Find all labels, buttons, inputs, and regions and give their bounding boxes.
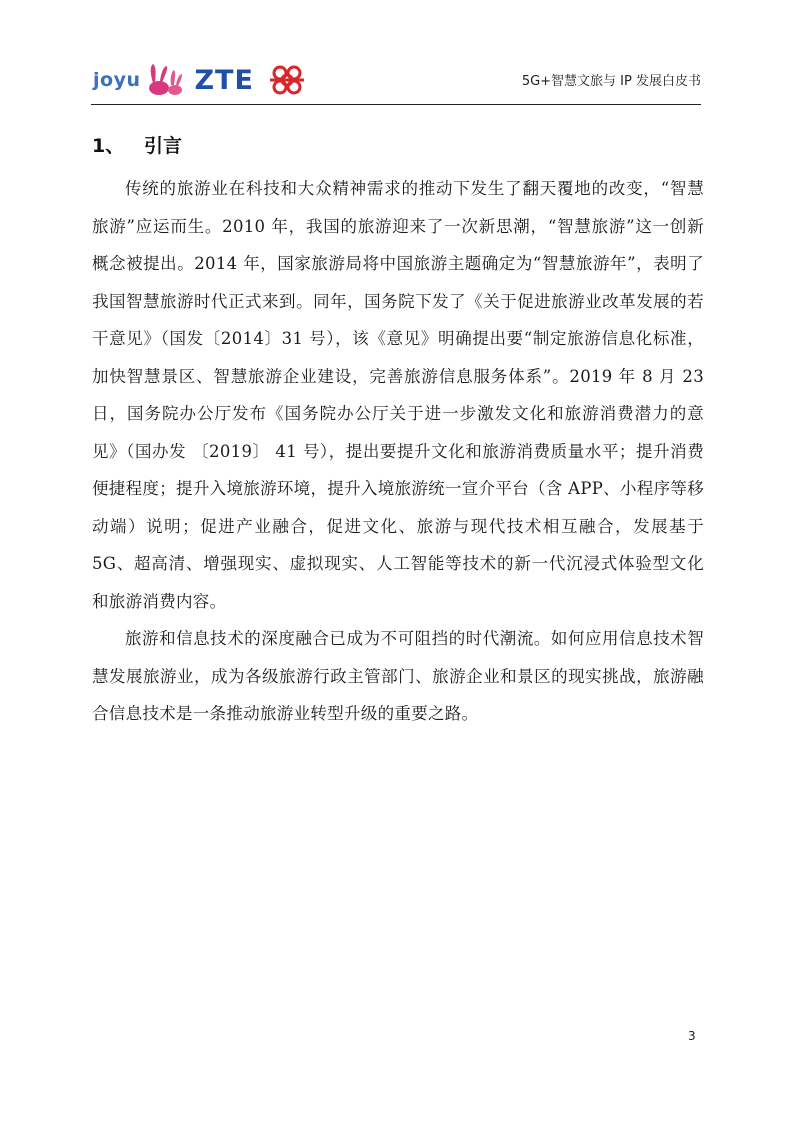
paragraph-2: 旅游和信息技术的深度融合已成为不可阻挡的时代潮流。如何应用信息技术智慧发展旅游业，成为各级旅游行政主管部门、旅游企业和景区的现实挑战，旅游融合信息技术是一条推动旅游业转型升级的重要之路。: [92, 629, 704, 723]
header-logos: [93, 62, 308, 98]
section-heading: [92, 131, 182, 158]
body-text: [92, 170, 704, 733]
zte-logo: ZTE: [194, 64, 254, 96]
section-title: 引言: [144, 135, 183, 157]
joyu-logo: joyu: [93, 69, 141, 91]
paragraph-1: 传统的旅游业在科技和大众精神需求的推动下发生了翻天覆地的改变，“智慧旅游”应运而生。2010 年，我国的旅游迎来了一次新思潮，“智慧旅游”这一创新概念被提出。2014 年，国家旅游局将中国旅游主题确定为“智慧旅游年”，表明了我国智慧旅游时代正式来到。同年，国务院下发了《关于促进旅游业改革发展的若干意见》（国发〔2014〕31 号），该《意见》明确提出要“制定旅游信息化标准，加快智慧景区、智慧旅游企业建设，完善旅游信息服务体系”。2019 年 8 月 23 日，国务院办公厅发布《国务院办公厅关于进一步激发文化和旅游消费潜力的意见》（国办发 〔2019〕 41 号），提出要提升文化和旅游消费质量水平；提升消费便捷程度；提升入境旅游环境，提升入境旅游统一宣介平台（含 APP、小程序等移动端）说明；促进产业融合，促进文化、旅游与现代技术相互融合，发展基于 5G、超高清、增强现实、虚拟现实、人工智能等技术的新一代沉浸式体验型文化和旅游消费内容。: [92, 179, 704, 611]
china-unicom-knot-icon: [266, 63, 308, 97]
page-header: [91, 58, 701, 105]
document-title: 5G+智慧文旅与 IP 发展白皮书: [521, 74, 701, 89]
page-number: 3: [688, 1029, 696, 1043]
section-number: 1、: [92, 135, 125, 157]
rabbit-logo-icon: [144, 63, 184, 97]
